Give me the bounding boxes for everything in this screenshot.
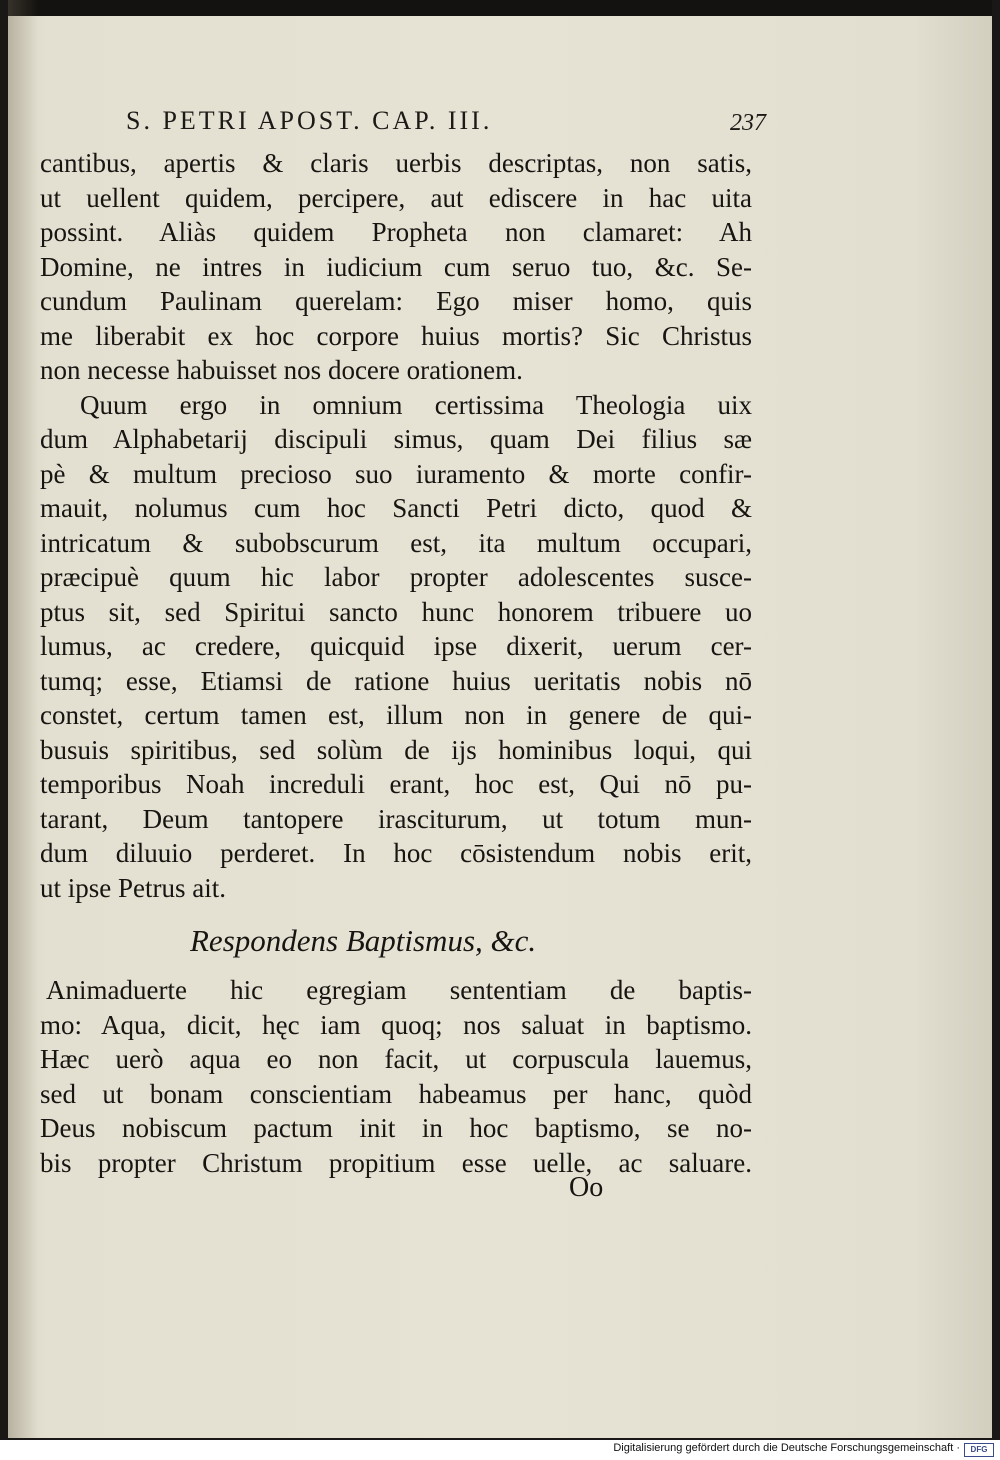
text-line: ut uellent quidem, percipere, aut ediscere in hac uita bbox=[40, 182, 752, 213]
footer-bar bbox=[0, 1440, 1000, 1460]
body-text bbox=[40, 146, 752, 1180]
text-line: mauit, nolumus cum hoc Sancti Petri dicto, quod & bbox=[40, 493, 752, 523]
text-line: ptus sit, sed Spiritui sancto hunc honorem tribuere uo bbox=[40, 596, 752, 627]
text-line: cantibus, apertis & claris uerbis descriptas, non satis, bbox=[40, 148, 752, 178]
text-line: præcipuè quum hic labor propter adolescentes susce- bbox=[40, 562, 752, 592]
text-line: pè & multum precioso suo iuramento & morte confir- bbox=[40, 458, 752, 489]
text-line: cundum Paulinam querelam: Ego miser homo, quis bbox=[40, 286, 752, 316]
text-line: sed ut bonam conscientiam habeamus per hanc, quòd bbox=[40, 1078, 752, 1109]
page-gutter-shadow bbox=[8, 0, 38, 1438]
paragraph-3 bbox=[40, 973, 752, 1180]
text-line: possint. Aliàs quidem Propheta non clamaret: Ah bbox=[40, 217, 752, 247]
running-head: S. PETRI APOST. CAP. III. bbox=[126, 106, 493, 135]
text-line: dum diluuio perderet. In hoc cōsistendum nobis erit, bbox=[40, 838, 752, 868]
text-line: tarant, Deum tantopere irasciturum, ut totum mun- bbox=[40, 803, 752, 834]
dfg-logo-icon: DFG bbox=[964, 1443, 994, 1457]
text-line: Deus nobiscum pactum init in hoc baptismo, se no- bbox=[40, 1113, 752, 1143]
funding-notice: Digitalisierung gefördert durch die Deutsche Forschungsgemeinschaft · bbox=[613, 1442, 960, 1454]
paragraph-2 bbox=[40, 388, 752, 906]
text-line: tumq; esse, Etiamsi de ratione huius ueritatis nobis nō bbox=[40, 665, 752, 696]
text-line: dum Alphabetarij discipuli simus, quam Dei filius sæ bbox=[40, 424, 752, 454]
page-top-edge bbox=[8, 0, 992, 16]
text-line: constet, certum tamen est, illum non in genere de qui- bbox=[40, 700, 752, 730]
text-line: Hæc uerò aqua eo non facit, ut corpuscula lauemus, bbox=[40, 1044, 752, 1074]
text-line: temporibus Noah increduli erant, hoc est, Qui nō pu- bbox=[40, 769, 752, 799]
text-line: lumus, ac credere, quicquid ipse dixerit, uerum cer- bbox=[40, 631, 752, 661]
text-line: ut ipse Petrus ait. bbox=[40, 872, 226, 903]
section-heading: Respondens Baptismus, &c. bbox=[190, 923, 537, 958]
page-number: 237 bbox=[730, 110, 766, 136]
text-line: bis propter Christum propitium esse uelle, ac saluare. bbox=[40, 1147, 752, 1178]
text-line: Animaduerte hic egregiam sententiam de baptis- bbox=[46, 975, 752, 1005]
paragraph-1 bbox=[40, 146, 752, 388]
catchword: Oo bbox=[569, 1172, 604, 1203]
text-line: non necesse habuisset nos docere orationem. bbox=[40, 355, 523, 385]
text-line: Quum ergo in omnium certissima Theologia uix bbox=[80, 389, 752, 420]
page-header bbox=[126, 106, 766, 146]
text-line: busuis spiritibus, sed solùm de ijs hominibus loqui, qui bbox=[40, 734, 752, 765]
text-line: me liberabit ex hoc corpore huius mortis? Sic Christus bbox=[40, 320, 752, 351]
text-line: intricatum & subobscurum est, ita multum occupari, bbox=[40, 527, 752, 558]
book-page bbox=[8, 0, 992, 1438]
text-line: mo: Aqua, dicit, hęc iam quoq; nos saluat in baptismo. bbox=[40, 1009, 752, 1040]
text-line: Domine, ne intres in iudicium cum seruo tuo, &c. Se- bbox=[40, 251, 752, 282]
